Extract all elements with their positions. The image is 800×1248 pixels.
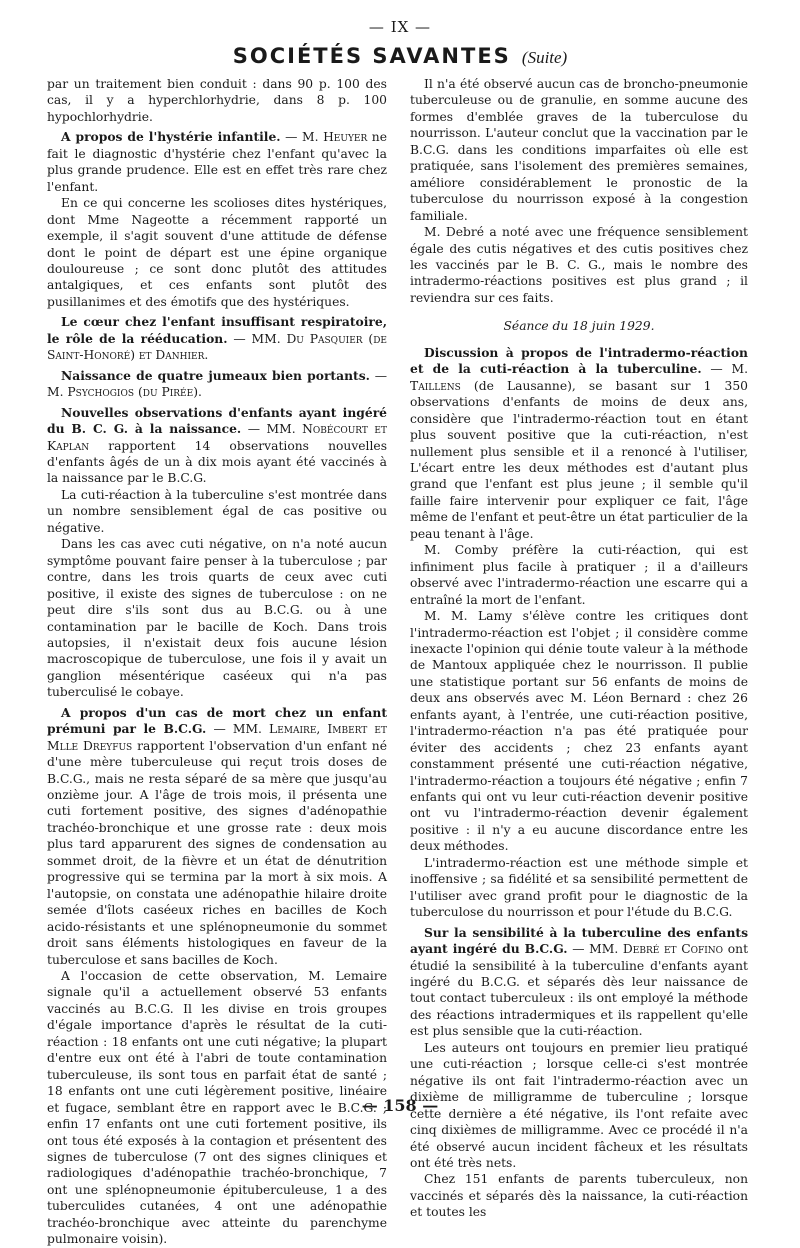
- page-number: — 158 —: [361, 1096, 439, 1115]
- article-authors: — M. Taillens: [410, 362, 748, 393]
- paragraph: Chez 151 enfants de parents tuberculeux, non vaccinés et séparés dès la naissance, la cuti-réaction et toutes les: [410, 1172, 748, 1220]
- article-text: rapportent l'observation d'un enfant né d'une mère tuberculeuse qui reçut trois doses de B.C.G., mais ne resta séparé de sa mère que jusqu'au onzième jour. A l'âge de trois mois, il présenta une cuti fortement positive, des signes d'adénopathie trachéo-bronchique et une grosse rate : deux mois plus tard apparurent des signes de condensation au sommet droit, de la fièvre et un état de dénutrition progressive qui se termina par la mort à six mois. A l'autopsie, on constata une adénopathie hilaire droite semée d'îlots caséeux riches en bacilles de Koch acido-résistants et une splénopneumonie du sommet droit sans éléments histologiques en faveur de la tuberculose et sans bacilles de Koch.: [47, 738, 387, 967]
- paragraph: Il n'a été observé aucun cas de broncho-pneumonie tuberculeuse ou de granulie, en somme aucune des formes d'emblée graves de la tuberculose du nourrisson. L'auteur conclut que la vaccination par le B.C.G. dans les conditions imparfaites où elle est pratiquée, sans l'isolement des premières semaines, améliore considérablement le pronostic de la tuberculose du nourrisson exposé à la congestion familiale.: [410, 77, 748, 223]
- session-date: Séance du 18 juin 1929.: [503, 319, 655, 334]
- paragraph: [410, 345, 748, 542]
- article-heading: Sur la sensibilité à la tuberculine des enfants ayant ingéré du B.C.G.: [410, 924, 748, 957]
- paragraph: A l'occasion de cette observation, M. Lemaire signale qu'il a actuellement observé 53 enfants vaccinés au B.C.G. Il les divise en trois groupes d'égale importance d'après le résultat de la cuti-réaction : 18 enfants ont une cuti négative; la plupart d'entre eux ont été à l'abri de toute contamination tuberculeuse, ils sont tous en parfait état de santé ; 18 enfants ont une cuti légèrement positive, linéaire et fugace, semblant être en rapport avec le B.C.G. ; enfin 17 enfants ont une cuti fortement positive, ils ont tous été exposés à la contagion et présentent des signes de tuberculose (7 ont des signes cliniques et radiologiques d'adénopathie trachéo-bronchique, 7 ont une splénopneumonie épituberculeuse, 1 a des tuberculides cutanées, 4 ont une adénopathie trachéo-bronchique avec atteinte du parenchyme pulmonaire voisin).: [47, 969, 387, 1247]
- paragraph: [47, 314, 387, 363]
- article-authors: — MM. Nobécourt et Kaplan: [47, 422, 387, 453]
- article-heading: A propos de l'hystérie infantile.: [61, 129, 281, 145]
- section-title: SOCIÉTÉS SAVANTES: [232, 44, 511, 68]
- article-authors: — M. Psychogios (du Pirée).: [47, 368, 387, 400]
- article-authors: — MM. Du Pasquier (de Saint-Honoré) et Danhier.: [47, 331, 387, 363]
- paragraph: La cuti-réaction à la tuberculine s'est montrée dans un nombre sensiblement égal de cas positive ou négative.: [47, 487, 387, 535]
- article-heading: Nouvelles observations d'enfants ayant ingéré du B. C. G. à la naissance.: [47, 404, 387, 437]
- paragraph: En ce qui concerne les scolioses dites hystériques, dont Mme Nageotte a récemment rapporté un exemple, il s'agit souvent d'une attitude de défense dont le point de départ est une épine organique douloureuse ; ce sont donc plutôt des attitudes antalgiques, et ces enfants sont plutôt des pusillanimes et des émotifs que des hystériques.: [47, 196, 387, 309]
- article-text: ont étudié la sensibilité à la tuberculine d'enfants ayant ingéré du B.C.G. et séparés dès leur naissance de tout contact tuberculeux : ils ont employé la méthode des réactions intradermiques et ils rappellent qu'elle est plus sensible que la cuti-réaction.: [410, 942, 749, 1039]
- article-authors: — MM. Lemaire, Imbert et Mlle Dreyfus: [47, 722, 387, 753]
- article-heading: A propos d'un cas de mort chez un enfant prémuni par le B.C.G.: [47, 704, 387, 737]
- article-heading: Discussion à propos de l'intradermo-réaction et de la cuti-réaction à la tuberculine.: [410, 344, 748, 377]
- article-text: (de Lausanne), se basant sur 1 350 observations d'enfants de moins de deux ans, considère que l'intradermo-réaction tout en étant plus souvent positive que la cuti-réaction, n'est nullement plus sensible et il a renoncé à l'utiliser, L'écart entre les deux méthodes est d'autant plus grand que l'enfant est plus jeune ; il semble qu'il faille faire intervenir pour expliquer ce fait, l'âge même de l'enfant et peut-être un état particulier de la peau tenant à l'âge.: [410, 378, 748, 541]
- paragraph: L'intradermo-réaction est une méthode simple et inoffensive ; sa fidélité et sa sensibilité permettent de l'utiliser avec grand profit pour le diagnostic de la tuberculose du nourrisson et pour l'étude du B.C.G.: [410, 855, 748, 920]
- article-heading: Le cœur chez l'enfant insuffisant respiratoire, le rôle de la rééducation.: [47, 314, 387, 346]
- paragraph: Les auteurs ont toujours en premier lieu pratiqué une cuti-réaction ; lorsque celle-ci s'est montrée négative ils ont fait l'intradermo-réaction avec un dixième de milligramme de tuberculine ; lorsque cette dernière a été négative, ils l'ont refaite avec cinq dixièmes de milligramme. Avec ce procédé il n'a été observé aucun incident fâcheux et les résultats ont été très nets.: [410, 1040, 748, 1170]
- article-authors: — M. Heuyer: [280, 130, 368, 145]
- paragraph: [47, 368, 387, 401]
- section-suite: (Suite): [521, 48, 568, 67]
- paragraph: [47, 705, 387, 968]
- paragraph: [47, 129, 387, 195]
- paragraph: M. Comby préfère la cuti-réaction, qui est infiniment plus facile à pratiquer ; il a d'ailleurs observé avec l'intradermo-réaction une escarre qui a entraîné la mort de l'enfant.: [410, 543, 748, 607]
- left-column: [47, 76, 387, 1248]
- paragraph: M. M. Lamy s'élève contre les critiques dont l'intradermo-réaction est l'objet ; il considère comme inexacte l'opinion qui dénie toute valeur à la méthode de Mantoux appliquée chez le nourrisson. Il publie une statistique portant sur 56 enfants de moins de deux ans observés avec M. Léon Bernard : chez 26 enfants ayant, à l'entrée, une cuti-réaction positive, l'intradermo-réaction n'a pas été pratiquée pour éviter des accidents ; chez 23 enfants ayant constamment présenté une cuti-réaction négative, l'intradermo-réaction a toujours été négative ; enfin 7 enfants qui ont vu leur cuti-réaction devenir positive ont vu l'intradermo-réaction devenir également positive : il n'y a eu aucune discordance entre les deux méthodes.: [410, 609, 748, 854]
- paragraph: M. Debré a noté avec une fréquence sensiblement égale des cutis négatives et des cutis positives chez les vaccinés par le B. C. G., mais le nombre des intradermo-réactions positives est plus grand ; il reviendra sur ces faits.: [410, 225, 748, 305]
- article-text: rapportent 14 observations nouvelles d'enfants âgés de un à dix mois ayant été vaccinés à la naissance par le B.C.G.: [47, 438, 387, 486]
- section-masthead: [0, 44, 800, 68]
- article-authors: — MM. Debré et Cofino: [567, 942, 724, 957]
- paragraph: [47, 405, 387, 487]
- roman-folio: — IX —: [368, 18, 432, 36]
- paragraph: [410, 925, 748, 1040]
- paragraph: par un traitement bien conduit : dans 90 p. 100 des cas, il y a hyperchlorhydrie, dans 8 p. 100 hypochlorhydrie.: [47, 77, 387, 124]
- article-heading: Naissance de quatre jumeaux bien portants.: [61, 367, 370, 383]
- right-column: [410, 76, 748, 1221]
- article-text: ne fait le diagnostic d'hystérie chez l'enfant qu'avec la plus grande prudence. Elle est en effet très rare chez l'enfant.: [47, 130, 387, 194]
- paragraph: Dans les cas avec cuti négative, on n'a noté aucun symptôme pouvant faire penser à la tuberculose ; par contre, dans les trois quarts de ceux avec cuti positive, il existe des signes de tuberculose : on ne peut dire s'ils sont dus au B.C.G. ou à une contamination par le bacille de Koch. Dans trois autopsies, il n'existait deux fois aucune lésion macroscopique de tuberculose, une fois il y avait un ganglion mésentérique caséeux qui n'a pas tuberculisé le cobaye.: [47, 537, 387, 700]
